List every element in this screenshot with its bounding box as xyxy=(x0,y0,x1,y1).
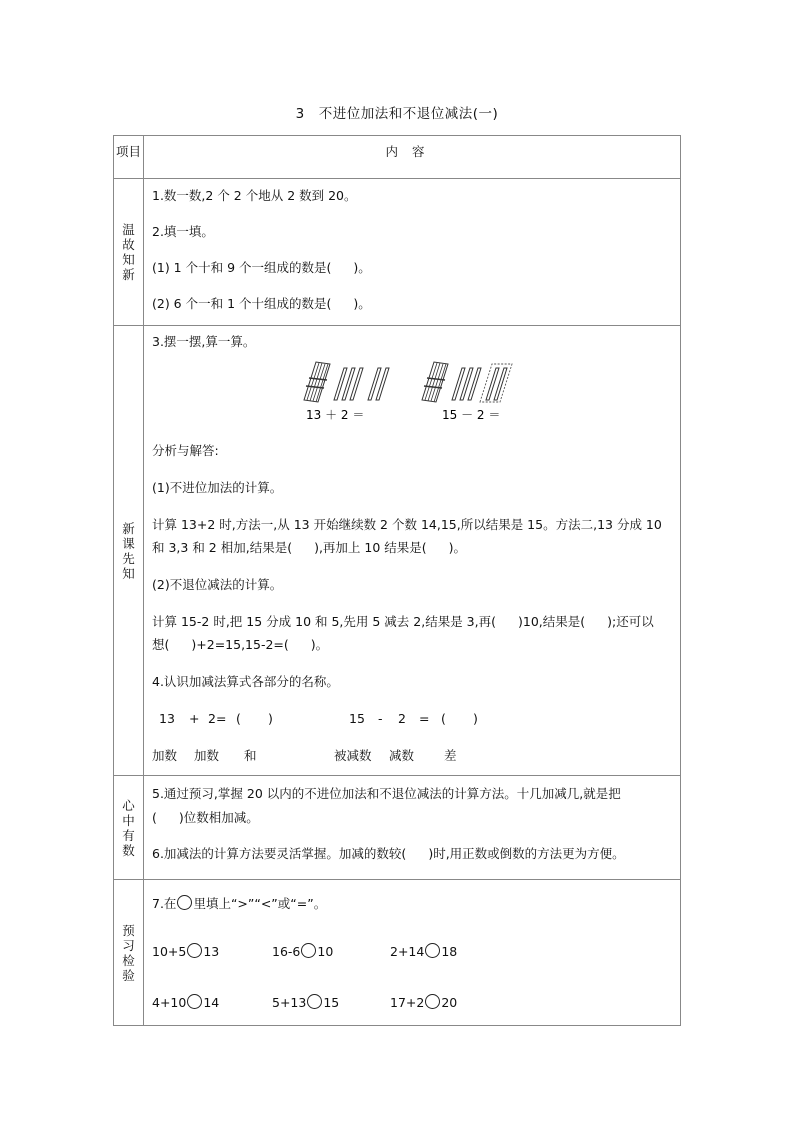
title-number: 3 xyxy=(295,106,305,122)
analysis-heading: 分析与解答: xyxy=(152,443,219,458)
sticks-left-3 xyxy=(334,368,363,400)
section-preview-check-content xyxy=(144,880,681,1026)
question-5-line-2: ( )位数相加减。 xyxy=(152,810,259,825)
formula-sub-a: 15 xyxy=(349,711,365,726)
compare-circle[interactable] xyxy=(307,994,322,1009)
question-2-1: (1) 1 个十和 9 个一组成的数是( )。 xyxy=(152,260,371,275)
compare-circle[interactable] xyxy=(425,994,440,1009)
title-text: 不进位加法和不退位减法(一) xyxy=(318,106,499,122)
section-new-lesson xyxy=(114,326,681,776)
section-preview-check-label: 预 习 检 验 xyxy=(114,880,144,1026)
part-1-line-1: 计算 13+2 时,方法一,从 13 开始继续数 2 个数 14,15,所以结果是 15。方法二,13 分成 10 xyxy=(152,517,662,532)
compare-item: 16-6 10 xyxy=(272,944,334,959)
header-row xyxy=(114,136,681,179)
question-3: 3.摆一摆,算一算。 xyxy=(152,334,256,349)
name-addend-2: 加数 xyxy=(194,748,220,763)
section-preview-check xyxy=(114,880,681,1026)
part-2-line-1: 计算 15-2 时,把 15 分成 10 和 5,先用 5 减去 2,结果是 3,再( )10,结果是( );还可以 xyxy=(152,614,654,629)
question-2: 2.填一填。 xyxy=(152,224,214,239)
part-2-line-2: 想( )+2=15,15-2=( )。 xyxy=(152,637,329,652)
circle-icon xyxy=(177,895,192,910)
section-review xyxy=(114,179,681,326)
formula-add-a: 13 xyxy=(159,711,175,726)
section-review-content xyxy=(144,179,681,326)
name-minuend: 被减数 xyxy=(334,748,372,763)
section-new-lesson-label: 新 课 先 知 xyxy=(114,326,144,776)
compare-item: 17+2 20 xyxy=(390,995,458,1010)
part-1-line-2: 和 3,3 和 2 相加,结果是( ),再加上 10 结果是( )。 xyxy=(152,540,467,555)
question-7: 7.在 里填上“>”“<”或“=”。 xyxy=(152,896,327,911)
counting-sticks-figure xyxy=(294,356,544,426)
formula-add-lparen: ( xyxy=(236,711,241,726)
section-review-label: 温 故 知 新 xyxy=(114,179,144,326)
question-5-line-1: 5.通过预习,掌握 20 以内的不进位加法和不退位减法的计算方法。十几加减几,就是把 xyxy=(152,786,621,801)
name-difference: 差 xyxy=(444,748,457,763)
formula-sub-lparen: ( xyxy=(441,711,446,726)
sticks-right-removed xyxy=(480,364,512,402)
equation-left: 13 ＋ 2 ＝ xyxy=(306,408,365,422)
formula-sub-op: - xyxy=(378,711,383,726)
compare-item: 5+13 15 xyxy=(272,995,340,1010)
compare-item: 10+5 13 xyxy=(152,944,220,959)
question-2-2: (2) 6 个一和 1 个十组成的数是( )。 xyxy=(152,296,371,311)
compare-item: 4+10 14 xyxy=(152,995,220,1010)
formula-sub-rparen: ) xyxy=(473,711,478,726)
compare-item: 2+14 18 xyxy=(390,944,458,959)
stick-bundle-left xyxy=(304,362,330,402)
question-1: 1.数一数,2 个 2 个地从 2 数到 20。 xyxy=(152,188,357,203)
formula-add-rparen: ) xyxy=(268,711,273,726)
compare-circle[interactable] xyxy=(301,943,316,958)
name-subtrahend: 减数 xyxy=(389,748,415,763)
compare-circle[interactable] xyxy=(425,943,440,958)
section-key-points xyxy=(114,776,681,880)
formula-add-b: 2= xyxy=(208,711,227,726)
compare-circle[interactable] xyxy=(187,943,202,958)
header-content: 内容 xyxy=(144,136,681,179)
question-4: 4.认识加减法算式各部分的名称。 xyxy=(152,674,339,689)
name-sum: 和 xyxy=(244,748,257,763)
page-title xyxy=(0,102,794,122)
part-2-title: (2)不退位减法的计算。 xyxy=(152,577,283,592)
formula-add-op: + xyxy=(189,711,200,726)
compare-circle[interactable] xyxy=(187,994,202,1009)
section-key-points-label: 心 中 有 数 xyxy=(114,776,144,880)
stick-bundle-right xyxy=(422,362,448,402)
sticks-left-2 xyxy=(368,368,389,400)
part-1-title: (1)不进位加法的计算。 xyxy=(152,480,283,495)
worksheet-table xyxy=(113,135,681,1026)
sticks-right-3 xyxy=(452,368,481,400)
header-project: 项目 xyxy=(114,136,144,179)
section-key-points-content xyxy=(144,776,681,880)
name-addend-1: 加数 xyxy=(152,748,178,763)
formula-sub-b: 2 xyxy=(398,711,406,726)
formula-sub-eq: = xyxy=(419,711,430,726)
section-new-lesson-content xyxy=(144,326,681,776)
equation-right: 15 － 2 ＝ xyxy=(442,408,501,422)
question-6: 6.加减法的计算方法要灵活掌握。加减的数较( )时,用正数或倒数的方法更为方便。 xyxy=(152,846,625,861)
